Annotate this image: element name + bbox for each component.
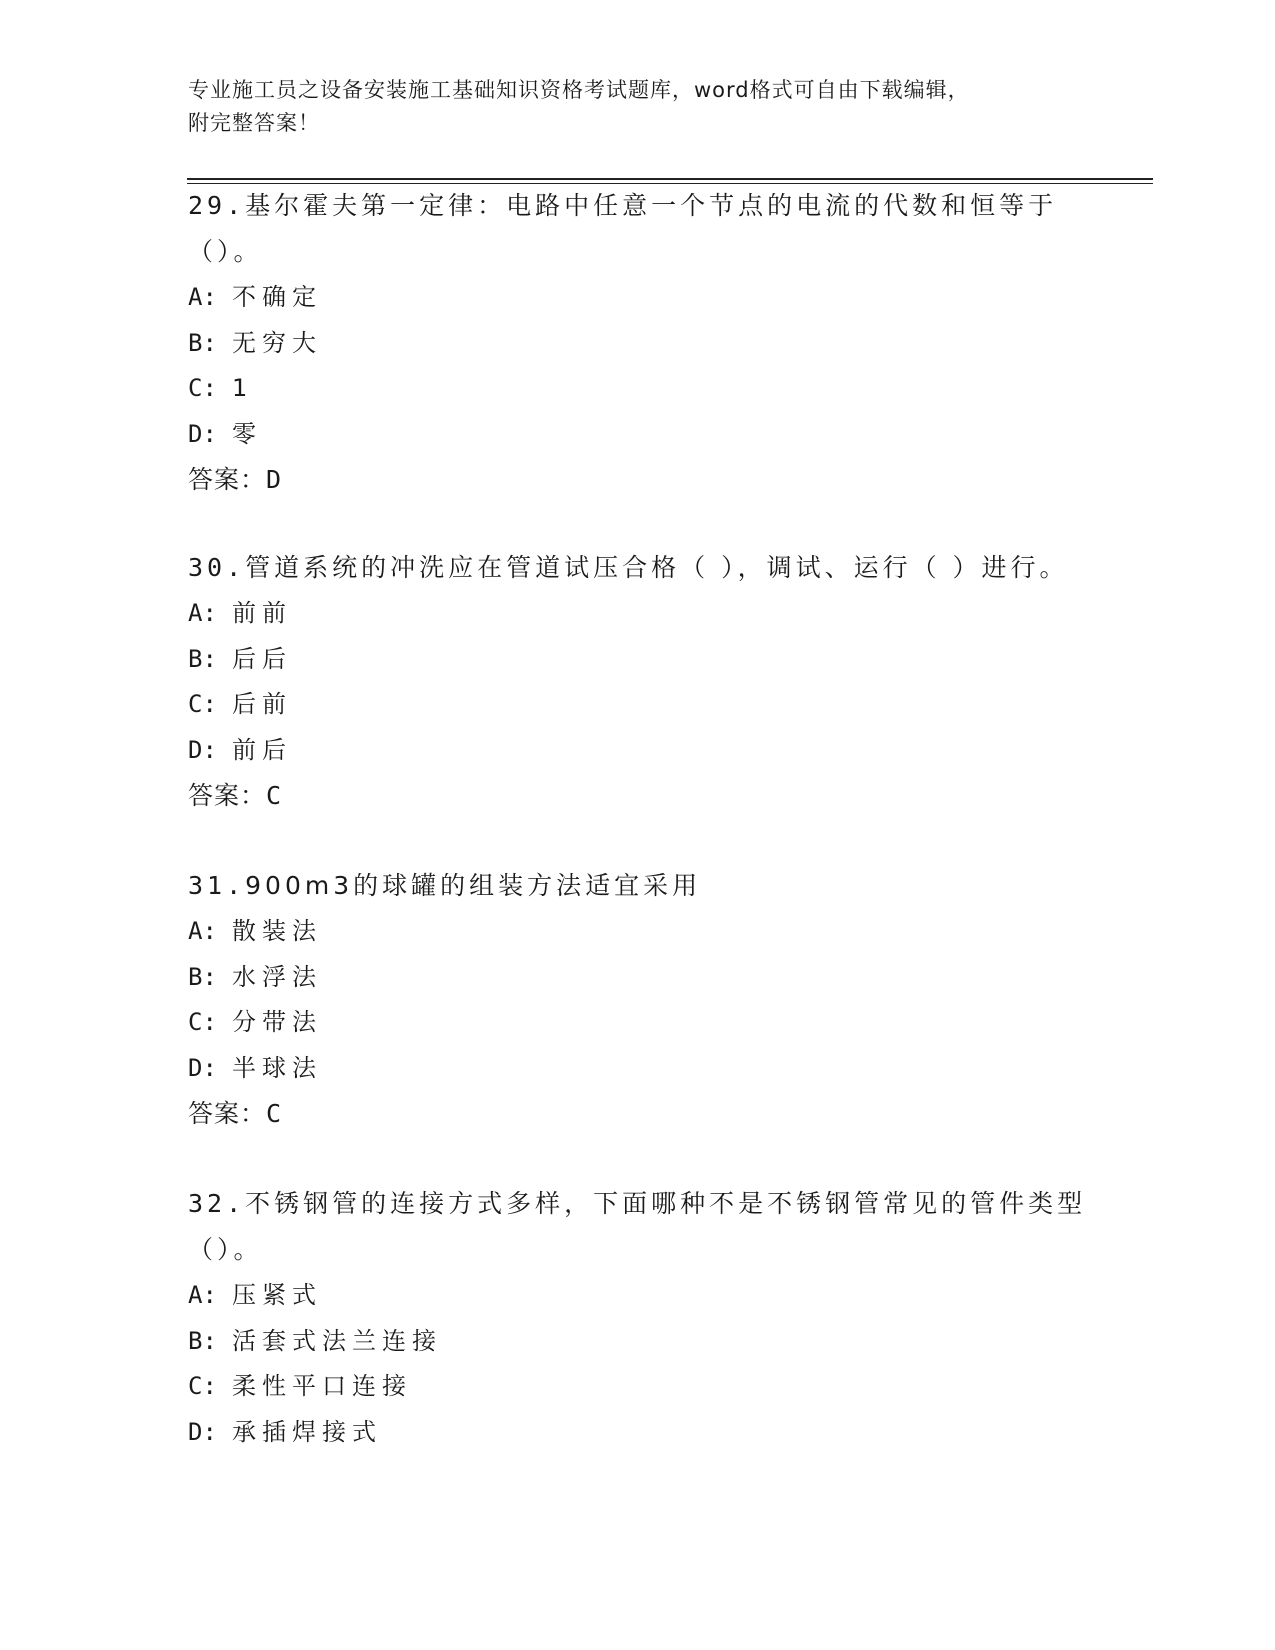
option-c <box>188 1364 1088 1410</box>
option-text: 承插焊接式 <box>232 1417 382 1446</box>
question-number: 29. <box>188 191 246 220</box>
question-number: 30. <box>188 553 246 582</box>
document-header <box>188 74 1068 140</box>
option-key: B: <box>188 1326 217 1355</box>
option-text: 后前 <box>232 690 292 718</box>
option-text: 前前 <box>232 599 292 627</box>
option-b <box>188 637 1088 683</box>
option-a <box>188 1273 1088 1319</box>
option-text: 无穷大 <box>232 328 322 357</box>
question-text <box>188 183 1088 275</box>
option-d <box>188 412 1088 458</box>
option-d <box>188 1410 1088 1456</box>
option-b <box>188 1319 1088 1365</box>
question-number: 31. <box>188 871 246 900</box>
option-key: C: <box>188 374 217 402</box>
option-text: 不确定 <box>232 283 322 311</box>
option-a <box>188 591 1088 637</box>
answer-label: 答案： <box>188 465 267 494</box>
option-text: 柔性平口连接 <box>232 1372 412 1400</box>
option-key: C: <box>188 1008 217 1036</box>
option-text: 后后 <box>232 644 292 673</box>
option-key: A: <box>188 1281 217 1309</box>
question-31 <box>188 863 1088 1137</box>
question-text <box>188 1181 1088 1273</box>
answer-line <box>188 457 1088 503</box>
question-stem: 基尔霍夫第一定律：电路中任意一个节点的电流的代数和恒等于（）。 <box>188 191 1058 266</box>
option-c <box>188 366 1088 412</box>
option-key: B: <box>188 962 217 991</box>
option-text: 零 <box>232 419 262 448</box>
option-b <box>188 321 1088 367</box>
header-rule-thick <box>187 178 1153 180</box>
question-number: 32. <box>188 1189 246 1218</box>
option-key: B: <box>188 328 217 357</box>
option-key: D: <box>188 735 217 764</box>
option-a <box>188 275 1088 321</box>
question-stem: 管道系统的冲洗应在管道试压合格（ ），调试、运行（ ）进行。 <box>245 553 1069 582</box>
header-line-1: 专业施工员之设备安装施工基础知识资格考试题库，word格式可自由下载编辑， <box>188 78 970 102</box>
header-line-2: 附完整答案！ <box>188 111 320 135</box>
answer-value: C <box>266 781 282 810</box>
option-text: 前后 <box>232 735 292 764</box>
option-c <box>188 682 1088 728</box>
option-text: 散装法 <box>232 917 322 945</box>
answer-line <box>188 773 1088 819</box>
option-key: C: <box>188 1372 217 1400</box>
option-key: A: <box>188 599 217 627</box>
option-d <box>188 728 1088 774</box>
question-32 <box>188 1181 1088 1455</box>
question-29 <box>188 183 1088 503</box>
question-text <box>188 545 1088 591</box>
option-key: D: <box>188 419 217 448</box>
option-text: 1 <box>232 374 254 402</box>
option-c <box>188 1000 1088 1046</box>
option-key: C: <box>188 690 217 718</box>
question-text <box>188 863 1088 909</box>
option-b <box>188 955 1088 1001</box>
answer-value: D <box>266 465 282 494</box>
option-text: 水浮法 <box>232 962 322 991</box>
option-key: B: <box>188 644 217 673</box>
option-text: 半球法 <box>232 1053 322 1082</box>
option-key: A: <box>188 917 217 945</box>
option-key: D: <box>188 1417 217 1446</box>
question-30 <box>188 545 1088 819</box>
option-key: D: <box>188 1053 217 1082</box>
answer-value: C <box>266 1099 282 1128</box>
answer-label: 答案： <box>188 781 267 810</box>
option-a <box>188 909 1088 955</box>
option-text: 压紧式 <box>232 1281 322 1309</box>
option-key: A: <box>188 283 217 311</box>
question-stem: 900m3的球罐的组装方法适宜采用 <box>245 871 702 900</box>
answer-label: 答案： <box>188 1099 267 1128</box>
option-text: 分带法 <box>232 1008 322 1036</box>
question-stem: 不锈钢管的连接方式多样，下面哪种不是不锈钢管常见的管件类型（）。 <box>188 1189 1087 1264</box>
answer-line <box>188 1091 1088 1137</box>
option-text: 活套式法兰连接 <box>232 1326 442 1355</box>
option-d <box>188 1046 1088 1092</box>
